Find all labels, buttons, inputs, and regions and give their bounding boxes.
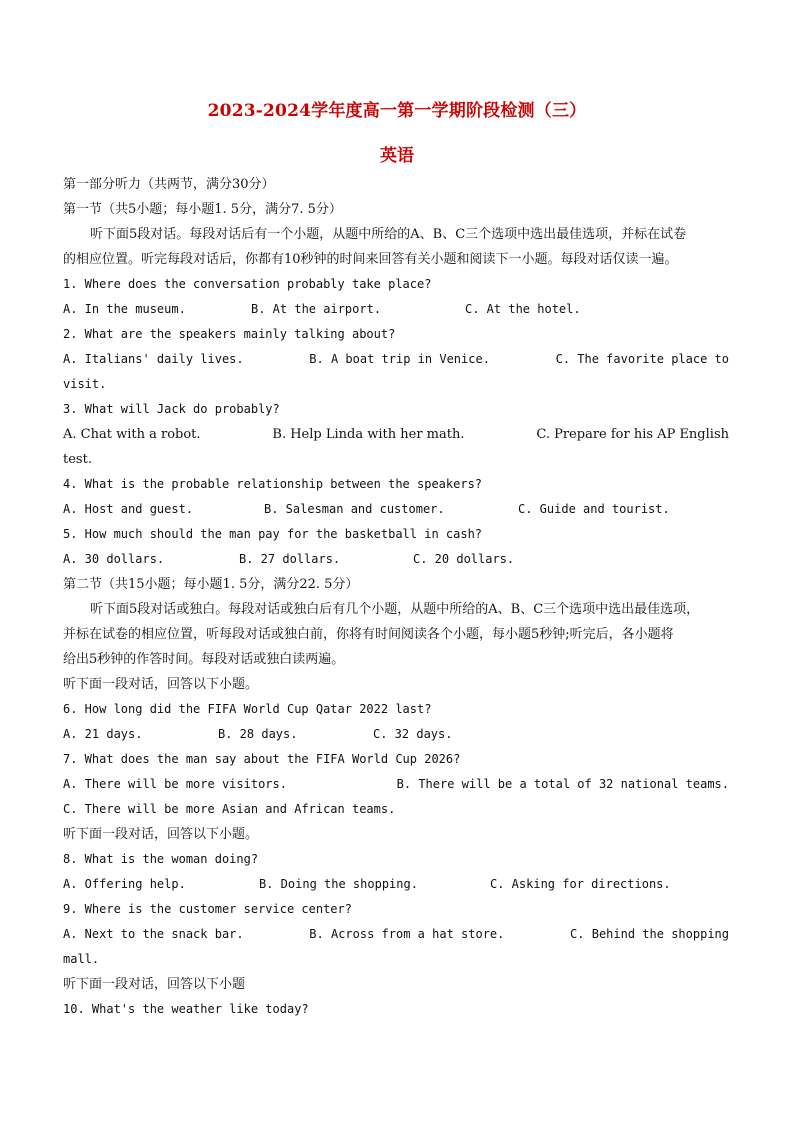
question-1-options [63,297,729,322]
part1-heading: 第一部分听力（共两节，满分30分） [63,177,275,192]
option-c-continued: mall. [63,952,100,966]
question-7-options [63,772,729,797]
option-b: B. Salesman and customer. [264,502,445,516]
question-4: 4. What is the probable relationship between the speakers? [63,477,483,491]
option-b: B. Doing the shopping. [259,877,418,891]
dialogue-note: 听下面一段对话，回答以下小题 [63,977,246,992]
option-b: B. A boat trip in Venice. [309,352,490,366]
question-4-options [63,497,729,522]
option-c: C. 32 days. [373,727,453,741]
option-a: A. 30 dollars. [63,552,165,566]
section1-instruction-cont: 的相应位置。听完每段对话后，你都有10秒钟的时间来回答有关小题和阅读下一小题。每段对话仅读一遍。 [63,252,678,267]
question-5-options [63,547,729,572]
question-2: 2. What are the speakers mainly talking about? [63,327,396,341]
option-c: C. Asking for directions. [490,877,671,891]
question-9: 9. Where is the customer service center? [63,902,352,916]
option-b: B. 27 dollars. [239,552,341,566]
option-c: C. 20 dollars. [413,552,515,566]
section1-heading: 第一节（共5小题；每小题1. 5分，满分7. 5分） [63,202,342,217]
dialogue-note: 听下面一段对话，回答以下小题。 [63,677,259,692]
question-1: 1. Where does the conversation probably take place? [63,277,432,291]
option-c: C. There will be more Asian and African teams. [63,802,396,816]
question-3: 3. What will Jack do probably? [63,402,280,416]
option-b: B. There will be a total of 32 national teams. [396,777,729,791]
section1-instruction: 听下面5段对话。每段对话后有一个小题，从题中所给的A、B、C三个选项中选出最佳选项，并标在试卷 [90,227,687,242]
question-8: 8. What is the woman doing? [63,852,259,866]
option-a: A. Chat with a robot. [63,427,201,442]
section2-instruction: 听下面5段对话或独白。每段对话或独白后有几个小题，从题中所给的A、B、C三个选项中选出最佳选项， [90,602,700,617]
question-10: 10. What's the weather like today? [63,1002,309,1016]
exam-subject: 英语 [380,146,414,166]
exam-content [63,172,729,1022]
option-c-continued: test. [63,452,92,467]
option-c: C. The favorite place to [555,352,729,366]
question-3-options [63,422,729,447]
question-6-options [63,722,729,747]
option-c: C. Guide and tourist. [518,502,670,516]
question-9-options [63,922,729,947]
option-b: B. Across from a hat store. [309,927,505,941]
question-2-options [63,347,729,372]
question-8-options [63,872,729,897]
option-a: A. Italians' daily lives. [63,352,244,366]
option-b: B. 28 days. [218,727,298,741]
question-5: 5. How much should the man pay for the basketball in cash? [63,527,483,541]
dialogue-note: 听下面一段对话，回答以下小题。 [63,827,259,842]
section2-instruction-cont: 并标在试卷的相应位置，听每段对话或独白前，你将有时间阅读各个小题，每小题5秒钟;听完后，各小题将 [63,627,674,642]
option-a: A. Next to the snack bar. [63,927,244,941]
question-7: 7. What does the man say about the FIFA World Cup 2026? [63,752,461,766]
option-c: C. Prepare for his AP English [536,427,729,442]
section2-heading: 第二节（共15小题；每小题1. 5分，满分22. 5分） [63,577,359,592]
option-a: A. Offering help. [63,877,186,891]
option-b: B. Help Linda with her math. [272,427,465,442]
exam-title: 2023-2024学年度高一第一学期阶段检测（三） [207,101,587,121]
section2-instruction-cont: 给出5秒钟的作答时间。每段对话或独白读两遍。 [63,652,345,667]
option-a: A. In the museum. [63,302,186,316]
option-a: A. 21 days. [63,727,143,741]
option-a: A. Host and guest. [63,502,194,516]
option-a: A. There will be more visitors. [63,777,287,791]
question-6: 6. How long did the FIFA World Cup Qatar 2022 last? [63,702,432,716]
option-c: C. At the hotel. [465,302,581,316]
option-c: C. Behind the shopping [570,927,729,941]
option-b: B. At the airport. [251,302,382,316]
option-c-continued: visit. [63,377,107,391]
